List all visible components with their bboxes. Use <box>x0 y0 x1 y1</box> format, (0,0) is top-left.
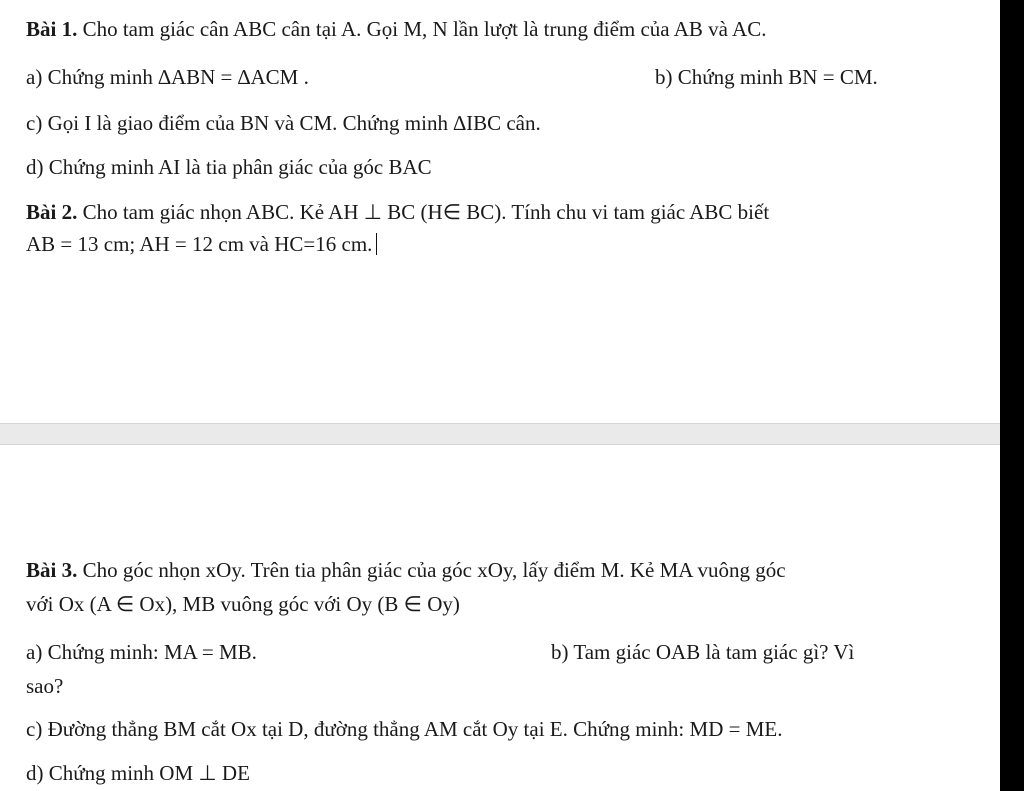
bai2-line2-wrap[interactable] <box>26 231 377 257</box>
bai3-heading <box>26 557 786 583</box>
bai3-part-b-cont: sao? <box>26 674 64 698</box>
bai1-part-c: c) Gọi I là giao điểm của BN và CM. Chứng minh ∆IBC cân. <box>26 111 541 135</box>
bai2-line1: Cho tam giác nhọn ABC. Kẻ AH ⊥ BC (H∈ BC). Tính chu vi tam giác ABC biết <box>77 200 770 224</box>
bai3-line2: với Ox (A ∈ Ox), MB vuông góc với Oy (B ∈ Oy) <box>26 592 460 616</box>
text-cursor <box>376 233 377 255</box>
bai1-part-a: a) Chứng minh ∆ABN = ∆ACM . <box>26 65 309 89</box>
bai3-title: Bài 3. <box>26 558 78 582</box>
page-separator <box>0 423 1000 445</box>
bai1-part-b: b) Chứng minh BN = CM. <box>655 65 878 89</box>
bai2-line2: AB = 13 cm; AH = 12 cm và HC=16 cm. <box>26 232 373 256</box>
bai2-title: Bài 2. <box>26 200 78 224</box>
bai2-heading <box>26 199 769 225</box>
bai3-part-c: c) Đường thẳng BM cắt Ox tại D, đường thẳng AM cắt Oy tại E. Chứng minh: MD = ME. <box>26 717 783 741</box>
bai3-part-b: b) Tam giác OAB là tam giác gì? Vì <box>551 640 855 664</box>
bai1-intro: Cho tam giác cân ABC cân tại A. Gọi M, N lần lượt là trung điểm của AB và AC. <box>77 17 767 41</box>
bai1-part-d: d) Chứng minh AI là tia phân giác của góc BAC <box>26 155 432 179</box>
window-edge <box>1000 0 1024 791</box>
bai3-line1: Cho góc nhọn xOy. Trên tia phân giác của góc xOy, lấy điểm M. Kẻ MA vuông góc <box>77 558 786 582</box>
bai1-heading <box>26 16 766 42</box>
bai1-title: Bài 1. <box>26 17 78 41</box>
bai3-part-a: a) Chứng minh: MA = MB. <box>26 640 257 664</box>
bai3-part-d: d) Chứng minh OM ⊥ DE <box>26 761 250 785</box>
